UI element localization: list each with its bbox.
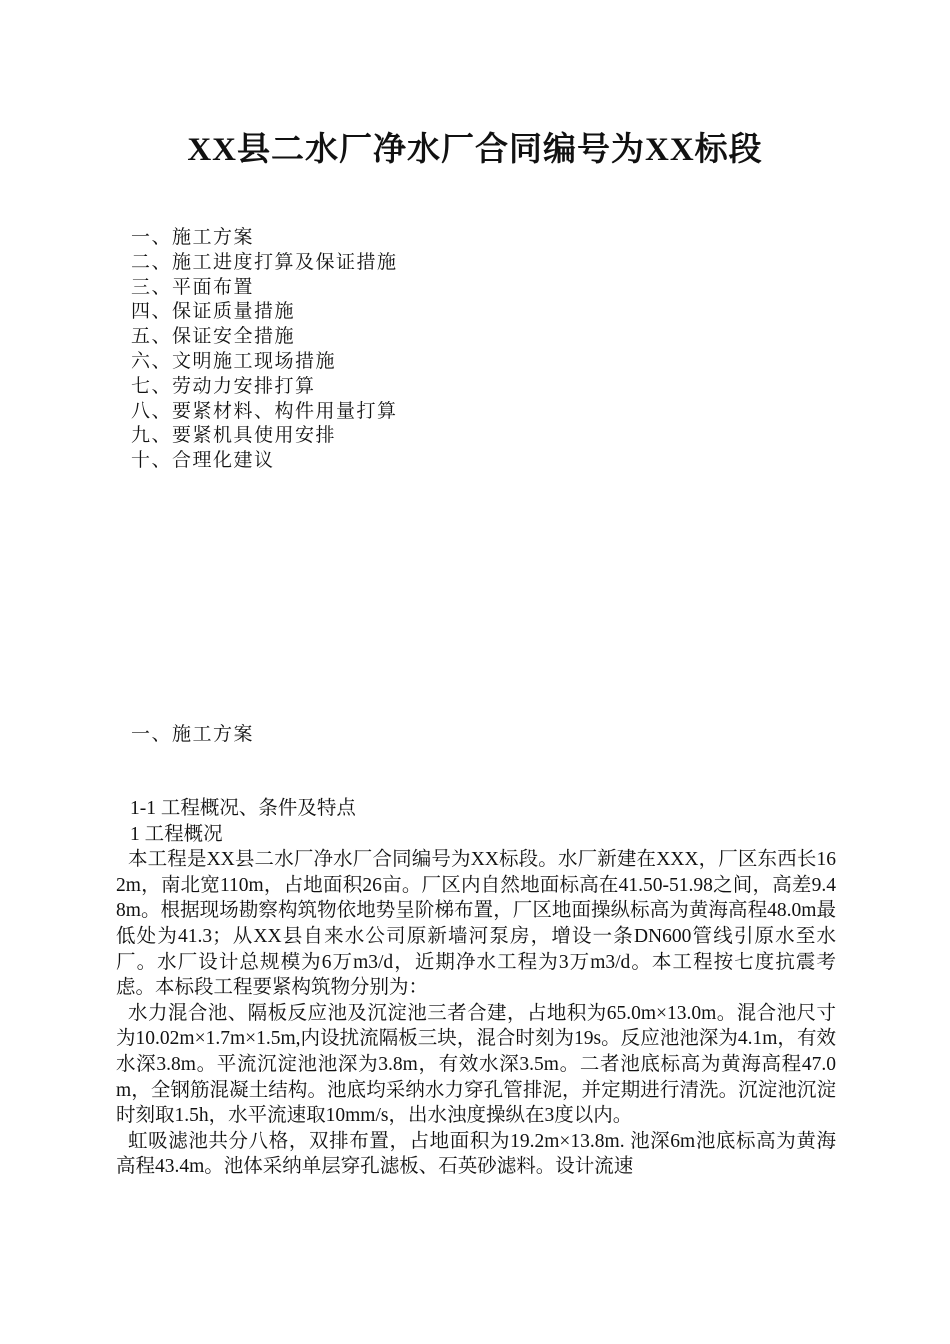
toc-item: 二、施工进度打算及保证措施 bbox=[131, 250, 398, 273]
subsection-heading: 1-1 工程概况、条件及特点 bbox=[130, 798, 356, 819]
subsection-heading: 1 工程概况 bbox=[130, 823, 223, 845]
toc-item: 五、保证安全措施 bbox=[131, 325, 296, 348]
toc-item: 六、文明施工现场措施 bbox=[131, 349, 337, 372]
toc-item: 四、保证质量措施 bbox=[131, 300, 296, 323]
toc-item: 十、合理化建议 bbox=[131, 449, 275, 472]
body-paragraph: 本工程是XX县二水厂净水厂合同编号为XX标段。水厂新建在XXX，厂区东西长162m，南北宽110m，占地面积26亩。厂区内自然地面标高在41.50-51.98之间，高差9.48m。根据现场勘察构筑物依地势呈阶梯布置，厂区地面操纵标高为黄海高程48.0m最低处为41.3；从XX县自来水公司原新墙河泵房，增设一条DN600管线引原水至水厂。水厂设计总规模为6万m3/d，近期净水工程为3万m3/d。本工程按七度抗震考虑。本标段工程要紧构筑物分别为： bbox=[116, 849, 836, 999]
toc-item: 三、平面布置 bbox=[131, 275, 255, 298]
body-paragraph: 水力混合池、隔板反应池及沉淀池三者合建，占地积为65.0m×13.0m。混合池尺寸为10.02m×1.7m×1.5m,内设扰流隔板三块，混合时刻为19s。反应池池深为4.1m，有效水深3.8m。平流沉淀池池深为3.8m，有效水深3.5m。二者池底标高为黄海高程47.0m，全钢筋混凝土结构。池底均采纳水力穿孔管排泥，并定期进行清洗。沉淀池沉淀时刻取1.5h，水平流速取10mm/s，出水浊度操纵在3度以内。 bbox=[116, 1002, 836, 1127]
toc-item: 七、劳动力安排打算 bbox=[131, 374, 316, 397]
table-of-contents bbox=[131, 225, 398, 473]
document-title: XX县二水厂净水厂合同编号为XX标段 bbox=[187, 132, 763, 168]
toc-item: 九、要紧机具使用安排 bbox=[131, 424, 337, 447]
body-paragraph: 虹吸滤池共分八格，双排布置，占地面积为19.2m×13.8m. 池深6m池底标高为黄海高程43.4m。池体采纳单层穿孔滤板、石英砂滤料。设计流速 bbox=[116, 1130, 836, 1178]
section-heading: 一、施工方案 bbox=[131, 723, 255, 745]
toc-item: 一、施工方案 bbox=[131, 226, 255, 248]
toc-item: 八、要紧材料、构件用量打算 bbox=[131, 399, 398, 422]
body-text bbox=[116, 796, 836, 1180]
